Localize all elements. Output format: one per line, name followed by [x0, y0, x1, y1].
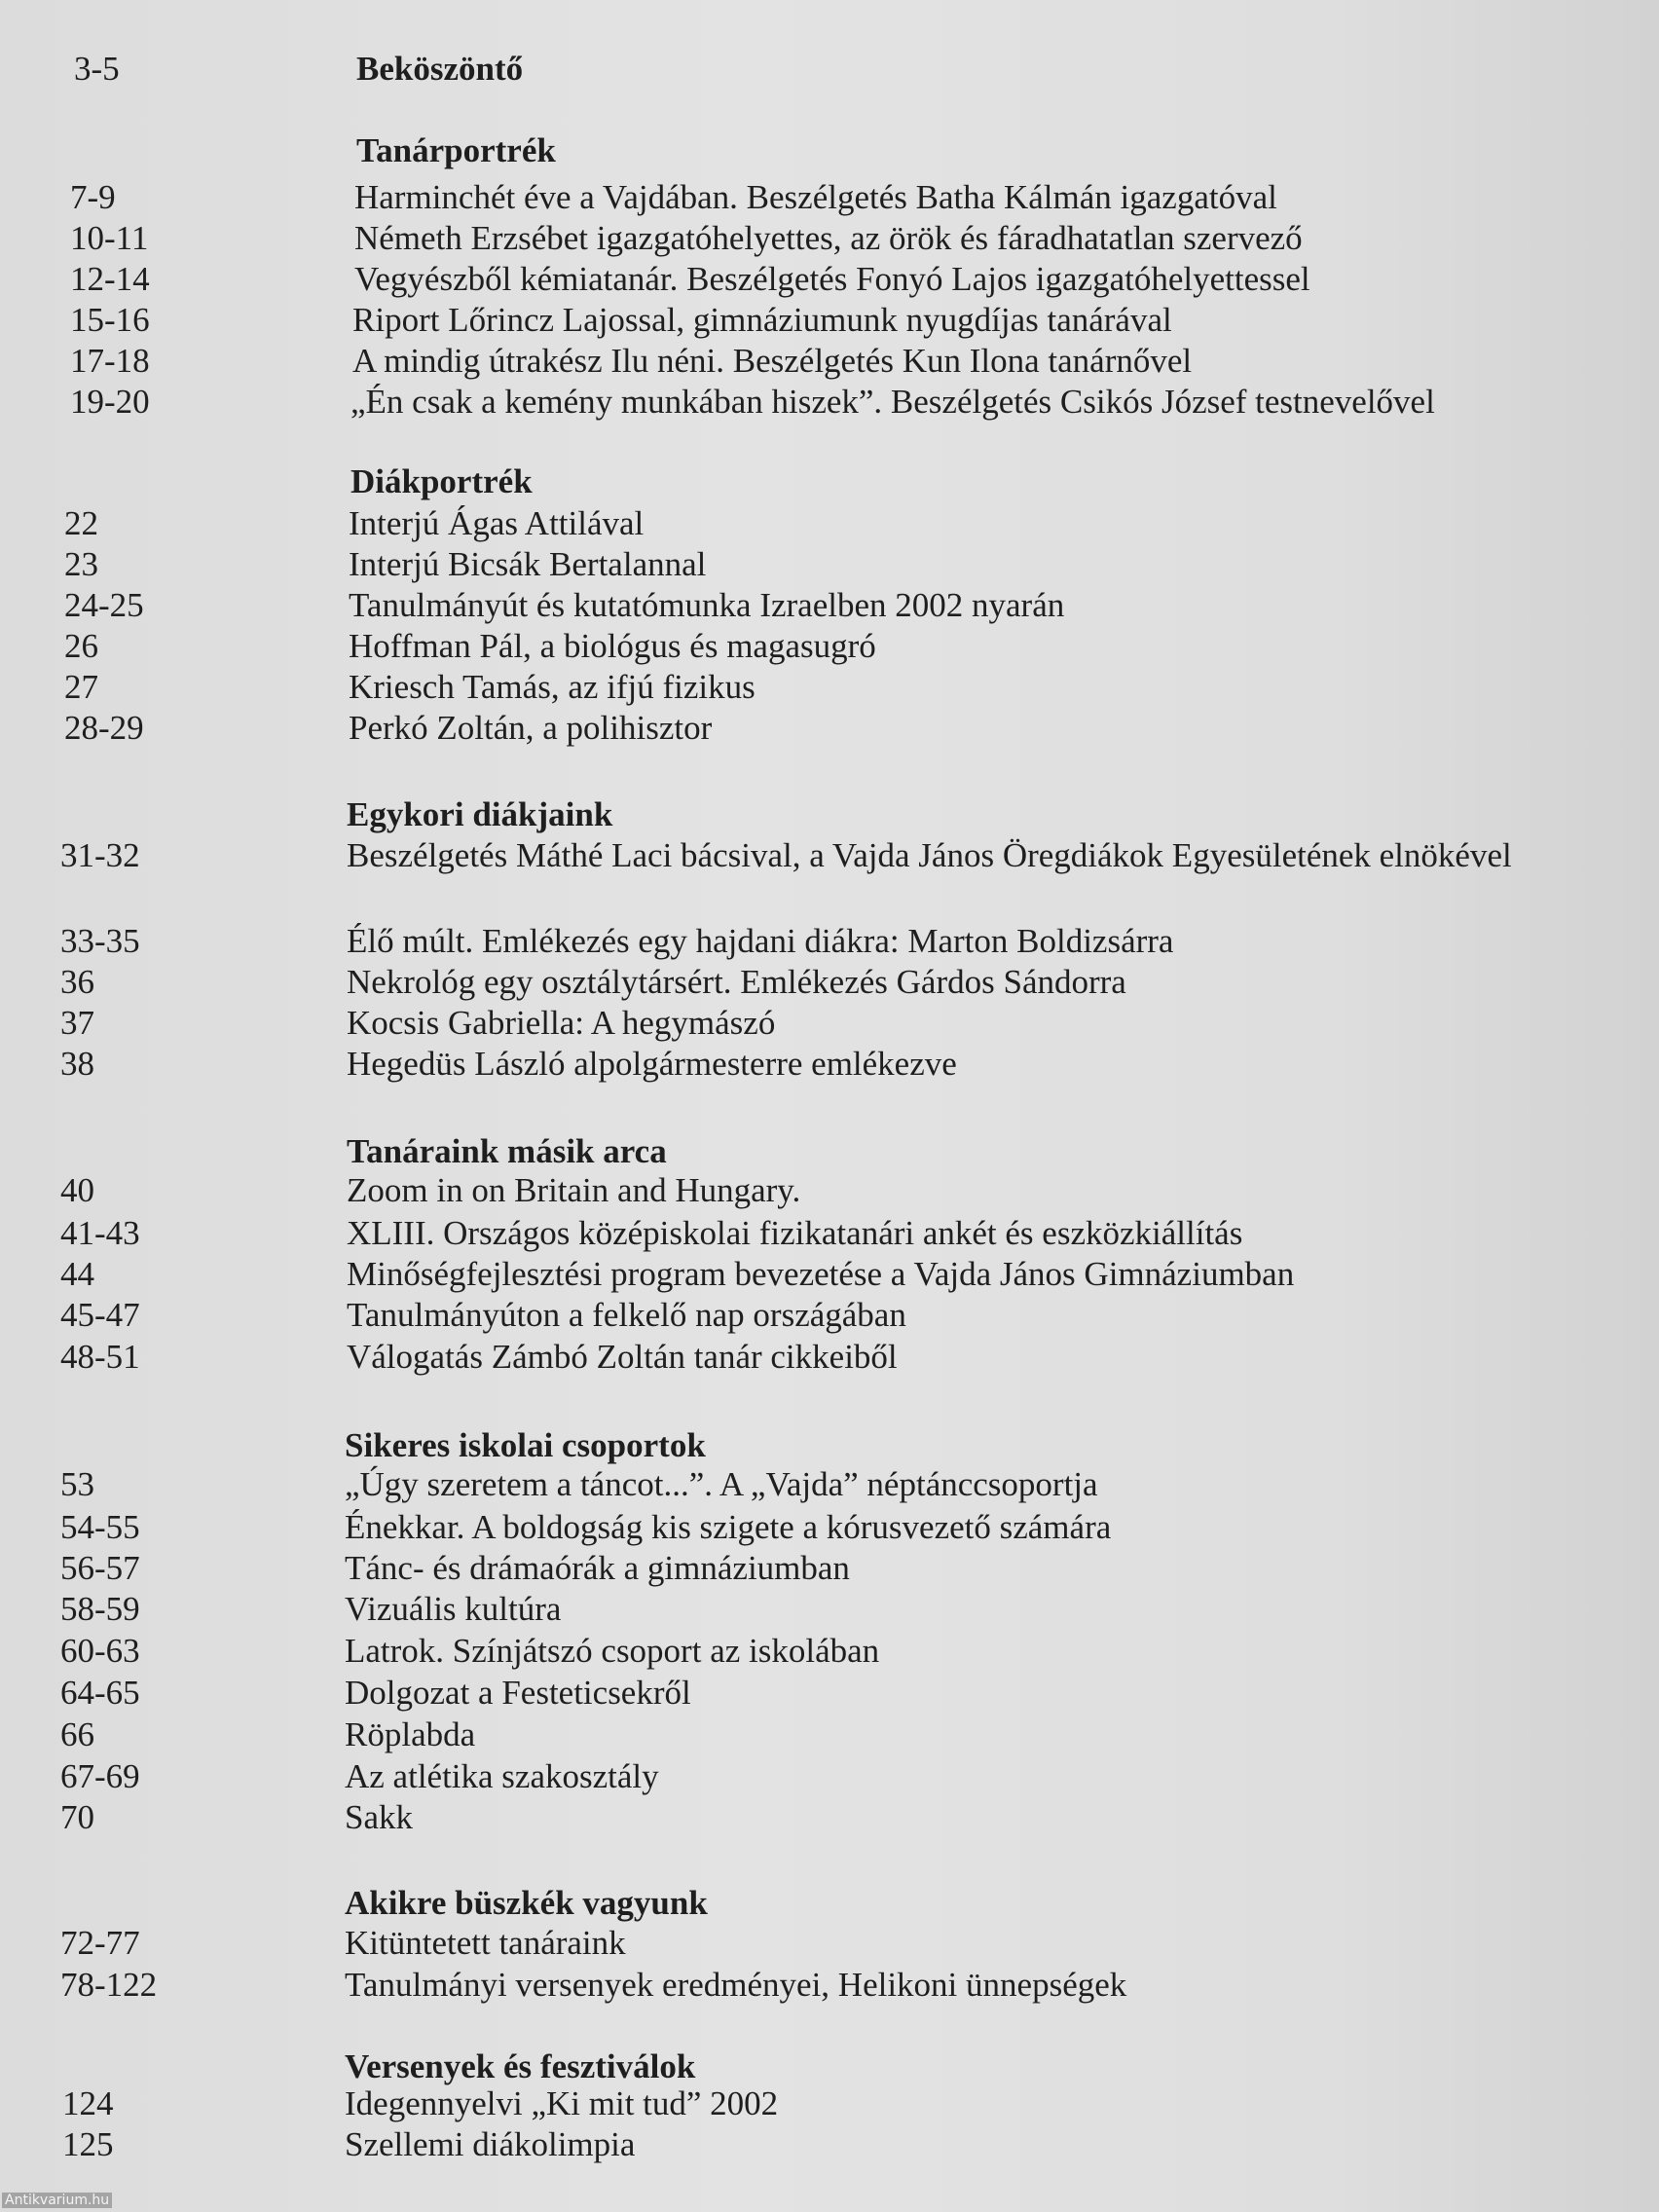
- toc-entry-title: „Úgy szeretem a táncot...”. A „Vajda” néptánccsoportja: [345, 1465, 1098, 1503]
- toc-entry-title: Hoffman Pál, a biológus és magasugró: [349, 627, 876, 665]
- toc-page-range: 31-32: [60, 836, 140, 874]
- toc-entry-title: Szellemi diákolimpia: [345, 2125, 636, 2163]
- toc-entry-title: Élő múlt. Emlékezés egy hajdani diákra: Marton Boldizsárra: [347, 922, 1174, 960]
- toc-page-range: 37: [60, 1004, 94, 1042]
- toc-page-range: 27: [64, 668, 98, 706]
- toc-page-range: 45-47: [60, 1296, 140, 1334]
- toc-entry-title: Beszélgetés Máthé Laci bácsival, a Vajda János Öregdiákok Egyesületének elnökével: [347, 836, 1512, 874]
- toc-entry-title: Dolgozat a Festeticsekről: [345, 1674, 691, 1712]
- toc-page-range: 56-57: [60, 1549, 140, 1587]
- section-heading-diakportrek: Diákportrék: [350, 462, 533, 500]
- toc-entry-title: Vegyészből kémiatanár. Beszélgetés Fonyó Lajos igazgatóhelyettessel: [354, 260, 1310, 298]
- toc-entry-title: Interjú Ágas Attilával: [349, 504, 645, 542]
- toc-entry-title: Németh Erzsébet igazgatóhelyettes, az örök és fáradhatatlan szervező: [354, 219, 1303, 257]
- toc-entry-title: Az atlétika szakosztály: [345, 1757, 659, 1795]
- toc-entry-title: Válogatás Zámbó Zoltán tanár cikkeiből: [347, 1338, 898, 1376]
- toc-page-range: 78-122: [60, 1966, 158, 2004]
- toc-entry-title: Perkó Zoltán, a polihisztor: [349, 709, 713, 747]
- toc-page-range: 26: [64, 627, 98, 665]
- toc-page-range: 7-9: [70, 178, 116, 216]
- toc-page-range: 28-29: [64, 709, 144, 747]
- toc-entry-title: Interjú Bicsák Bertalannal: [349, 545, 707, 583]
- toc-page-range: 33-35: [60, 922, 140, 960]
- section-heading-tanarportrek: Tanárportrék: [356, 131, 556, 169]
- section-heading-egykori-diakjaink: Egykori diákjaink: [347, 795, 613, 833]
- toc-page-range: 3-5: [74, 50, 120, 88]
- toc-entry-title: XLIII. Országos középiskolai fizikatanári ankét és eszközkiállítás: [347, 1214, 1243, 1252]
- toc-page-range: 10-11: [70, 219, 149, 257]
- toc-entry-title: Tanulmányi versenyek eredményei, Helikoni ünnepségek: [345, 1966, 1127, 2004]
- toc-page-range: 66: [60, 1715, 94, 1753]
- toc-page-range: 60-63: [60, 1632, 140, 1670]
- toc-page-range: 67-69: [60, 1757, 140, 1795]
- section-heading-sikeres-iskolai-csoportok: Sikeres iskolai csoportok: [345, 1426, 706, 1464]
- toc-page-range: 125: [62, 2125, 114, 2163]
- toc-intro-title: Beköszöntő: [356, 50, 524, 88]
- toc-page-range: 41-43: [60, 1214, 140, 1252]
- toc-page-range: 38: [60, 1045, 94, 1083]
- watermark: Antikvarium.hu: [2, 2193, 112, 2208]
- toc-entry-title: Énekkar. A boldogság kis szigete a kórusvezető számára: [345, 1508, 1112, 1546]
- toc-entry-title: Zoom in on Britain and Hungary.: [347, 1171, 801, 1209]
- toc-entry-title: Sakk: [345, 1798, 413, 1836]
- toc-page-range: 70: [60, 1798, 94, 1836]
- toc-entry-title: A mindig útrakész Ilu néni. Beszélgetés Kun Ilona tanárnővel: [352, 342, 1193, 380]
- toc-entry-title: Tanulmányúton a felkelő nap országában: [347, 1296, 906, 1334]
- toc-page-range: 15-16: [70, 301, 150, 339]
- toc-entry-title: Kitüntetett tanáraink: [345, 1924, 626, 1962]
- toc-entry-title: Idegennyelvi „Ki mit tud” 2002: [345, 2084, 779, 2122]
- toc-entry-title: Minőségfejlesztési program bevezetése a Vajda János Gimnáziumban: [347, 1255, 1295, 1293]
- toc-entry-title: Harminchét éve a Vajdában. Beszélgetés Batha Kálmán igazgatóval: [354, 178, 1277, 216]
- toc-page-range: 64-65: [60, 1674, 140, 1712]
- toc-page-range: 12-14: [70, 260, 150, 298]
- section-heading-tanaraink-masik-arca: Tanáraink másik arca: [347, 1132, 667, 1170]
- toc-page-range: 19-20: [70, 383, 150, 421]
- toc-page-range: 24-25: [64, 586, 144, 624]
- toc-entry-title: Kocsis Gabriella: A hegymászó: [347, 1004, 776, 1042]
- toc-page-range: 124: [62, 2084, 114, 2122]
- toc-page-range: 40: [60, 1171, 94, 1209]
- toc-page-range: 23: [64, 545, 98, 583]
- toc-entry-title: Latrok. Színjátszó csoport az iskolában: [345, 1632, 880, 1670]
- section-heading-akikre-buszkek-vagyunk: Akikre büszkék vagyunk: [345, 1884, 708, 1922]
- toc-page-range: 17-18: [70, 342, 150, 380]
- toc-entry-title: Riport Lőrincz Lajossal, gimnáziumunk nyugdíjas tanárával: [352, 301, 1172, 339]
- toc-page-range: 72-77: [60, 1924, 140, 1962]
- toc-entry-title: Tanulmányút és kutatómunka Izraelben 2002 nyarán: [349, 586, 1065, 624]
- toc-entry-title: „Én csak a kemény munkában hiszek”. Beszélgetés Csikós József testnevelővel: [350, 383, 1435, 421]
- toc-page-range: 54-55: [60, 1508, 140, 1546]
- section-heading-versenyek-es-fesztivalok: Versenyek és fesztiválok: [345, 2047, 696, 2085]
- toc-entry-title: Tánc- és drámaórák a gimnáziumban: [345, 1549, 850, 1587]
- toc-entry-title: Hegedüs László alpolgármesterre emlékezve: [347, 1045, 957, 1083]
- toc-page-range: 48-51: [60, 1338, 140, 1376]
- toc-page-range: 58-59: [60, 1590, 140, 1628]
- toc-page-range: 53: [60, 1465, 94, 1503]
- toc-entry-title: Nekrológ egy osztálytársért. Emlékezés Gárdos Sándorra: [347, 963, 1126, 1001]
- toc-page-range: 44: [60, 1255, 94, 1293]
- toc-page-range: 22: [64, 504, 98, 542]
- toc-page-range: 36: [60, 963, 94, 1001]
- toc-entry-title: Röplabda: [345, 1715, 476, 1753]
- toc-entry-title: Kriesch Tamás, az ifjú fizikus: [349, 668, 756, 706]
- toc-entry-title: Vizuális kultúra: [345, 1590, 562, 1628]
